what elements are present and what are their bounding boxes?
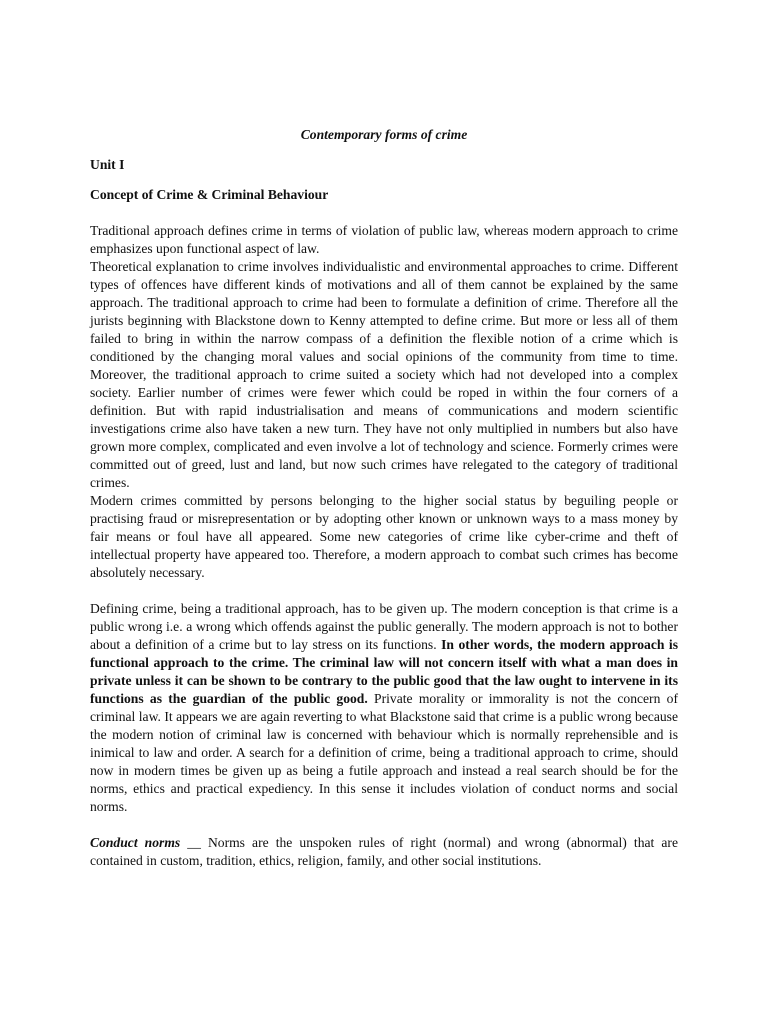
conduct-norms-term: Conduct norms [90, 835, 181, 850]
conduct-norms-dash: __ [180, 835, 208, 850]
document-title: Contemporary forms of crime [300, 127, 468, 142]
document-page [90, 126, 678, 870]
paragraph-conduct-norms [90, 834, 678, 870]
paragraph-defining-crime [90, 600, 678, 816]
paragraph-defining-crime-end: Private morality or immorality is not the concern of criminal law. It appears we are again reverting to what Blackstone said that crime is a public wrong because the modern notion of criminal law is concerned with behaviour which is normally reprehensible and is inimical to law and order. A search for a definition of crime, being a traditional approach to crime, should now in modern times be given up as being a futile approach and instead a real search should be for the norms, ethics and practical expediency. In this sense it includes violation of conduct norms and social norms. [90, 691, 678, 814]
section-heading: Concept of Crime & Criminal Behaviour [90, 187, 329, 202]
paragraph-modern-crimes: Modern crimes committed by persons belonging to the higher social status by beguiling people or practising fraud or misrepresentation or by adopting other known or unknown ways to a mass money by fair means or foul have all appeared. Some new categories of crime like cyber-crime and theft of intellectual property have appeared too. Therefore, a modern approach to combat such crimes has become absolutely necessary. [90, 493, 678, 580]
paragraph-defining-crime-start: Defining crime, being a traditional approach, has to be given up. The modern conception is that crime is a public wrong i.e. a wrong which offends against the public generally. The modern approach is not to bother about a definition of a crime but to lay stress on its functions. [90, 601, 678, 652]
unit-heading: Unit I [90, 157, 125, 172]
paragraph-defining-crime-bold: In other words, the modern approach is functional approach to the crime. The criminal law will not concern itself with what a man does in private unless it can be shown to be contrary to the public good that the law ought to intervene in its functions as the guardian of the public good. [90, 637, 679, 706]
conduct-norms-text: Norms are the unspoken rules of right (normal) and wrong (abnormal) that are contained in custom, tradition, ethics, religion, family, and other social institutions. [90, 835, 678, 868]
paragraph-traditional-approach: Traditional approach defines crime in terms of violation of public law, whereas modern approach to crime emphasizes upon functional aspect of law. [90, 223, 678, 256]
paragraph-theoretical-explanation: Theoretical explanation to crime involves individualistic and environmental approaches to crime. Different types of offences have different kinds of motivations and all of them cannot be explained by the same approach. The traditional approach to crime had been to formulate a definition of crime. Therefore all the jurists beginning with Blackstone down to Kenny attempted to define crime. But more or less all of them failed to bring in within the narrow compass of a definition the flexible notion of a crime which is conditioned by the changing moral values and social opinions of the community from time to time. Moreover, the traditional approach to crime suited a society which had not developed into a complex society. Earlier number of crimes were fewer which could be roped in within the four corners of a definition. But with rapid industrialisation and means of communications and modern scientific investigations crime also have taken a new turn. They have not only multiplied in numbers but also have grown more complex, complicated and even involve a lot of technology and science. Formerly crimes were committed out of greed, lust and land, but now such crimes have relegated to the category of traditional crimes. [90, 259, 678, 490]
